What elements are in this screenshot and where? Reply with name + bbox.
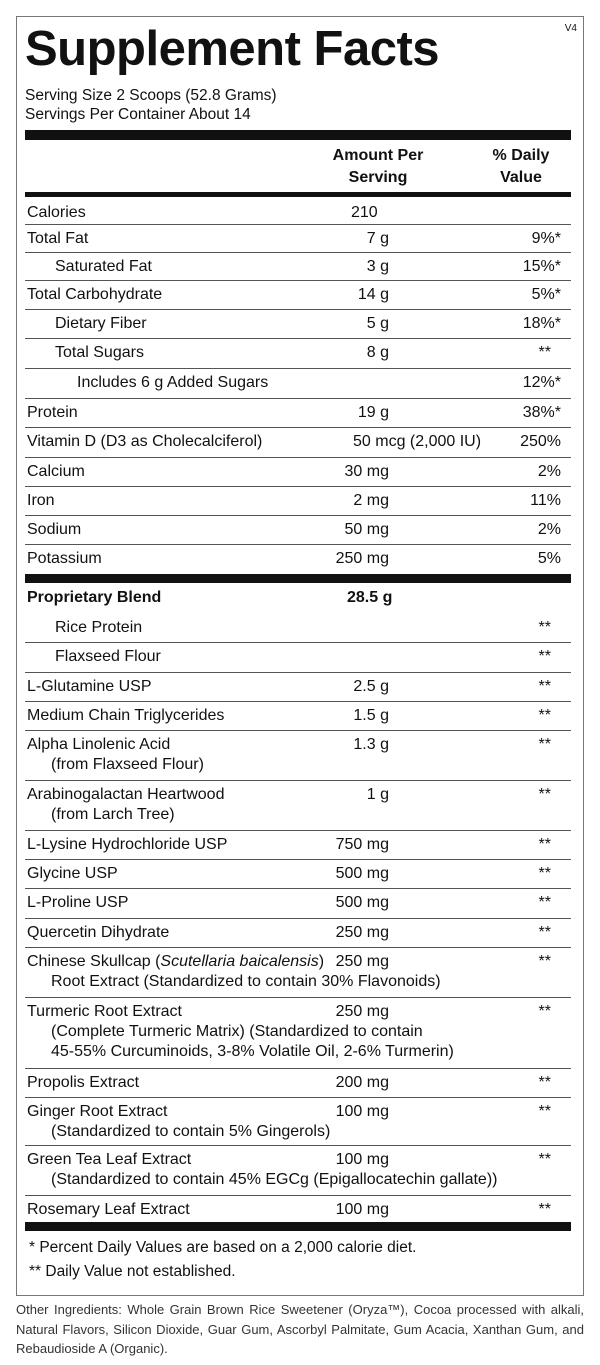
ingredient-row bbox=[25, 1196, 571, 1222]
ingredient-name: Rosemary Leaf Extract bbox=[27, 1201, 190, 1218]
daily-value: ** bbox=[538, 619, 551, 636]
daily-value: 12%* bbox=[522, 374, 561, 391]
amount-value: 3 g bbox=[366, 258, 389, 275]
ingredient-name: L-Lysine Hydrochloride USP bbox=[27, 836, 228, 853]
ingredient-name: Includes 6 g Added Sugars bbox=[77, 374, 269, 391]
ingredient-row bbox=[25, 614, 571, 643]
ingredient-subtext-line2: 45-55% Curcuminoids, 3-8% Volatile Oil, 2-6% Turmerin) bbox=[51, 1043, 454, 1060]
header-dv-line2: Value bbox=[500, 169, 542, 186]
panel-title: Supplement Facts bbox=[25, 22, 440, 76]
ingredient-name: Green Tea Leaf Extract bbox=[27, 1151, 192, 1168]
ingredient-name-suffix: ) bbox=[318, 953, 325, 970]
ingredient-row bbox=[25, 584, 571, 614]
amount-value: 8 g bbox=[366, 344, 389, 361]
footnote-dv-not-established: ** Daily Value not established. bbox=[29, 1263, 236, 1280]
ingredient-name: Vitamin D (D3 as Cholecalciferol) bbox=[27, 433, 263, 450]
ingredient-name: Total Carbohydrate bbox=[27, 286, 163, 303]
ingredient-name: Alpha Linolenic Acid bbox=[27, 736, 171, 753]
daily-value: 5% bbox=[537, 550, 561, 567]
daily-value: ** bbox=[538, 865, 551, 882]
ingredient-name: L-Proline USP bbox=[27, 894, 129, 911]
amount-value: 30 mg bbox=[344, 463, 389, 480]
amount-value: 210 bbox=[351, 204, 378, 221]
ingredient-latin-name: Scutellaria baicalensis bbox=[160, 953, 319, 970]
amount-value: 14 g bbox=[357, 286, 389, 303]
daily-value: ** bbox=[538, 786, 551, 803]
daily-value: 5%* bbox=[531, 286, 561, 303]
amount-value: 28.5 g bbox=[347, 589, 393, 606]
amount-value: 19 g bbox=[357, 404, 389, 421]
ingredient-row bbox=[25, 919, 571, 948]
daily-value: ** bbox=[538, 678, 551, 695]
thick-divider-middle bbox=[25, 574, 571, 583]
version-label: V4 bbox=[564, 23, 577, 34]
daily-value: 2% bbox=[537, 521, 561, 538]
amount-value: 500 mg bbox=[335, 865, 389, 882]
daily-value: 11% bbox=[530, 492, 561, 509]
servings-per-container: Servings Per Container About 14 bbox=[25, 106, 251, 123]
amount-value: 200 mg bbox=[335, 1074, 389, 1091]
daily-value: ** bbox=[538, 1074, 551, 1091]
ingredient-name: L-Glutamine USP bbox=[27, 678, 152, 695]
ingredient-name: Turmeric Root Extract bbox=[27, 1003, 182, 1020]
daily-value: ** bbox=[538, 1201, 551, 1218]
daily-value: ** bbox=[538, 953, 551, 970]
nutrient-row bbox=[25, 339, 571, 369]
ingredient-name: Total Fat bbox=[27, 230, 89, 247]
amount-value: 50 mcg (2,000 IU) bbox=[353, 433, 482, 450]
ingredient-name: Calcium bbox=[27, 463, 85, 480]
nutrient-row bbox=[25, 369, 571, 399]
daily-value: 15%* bbox=[522, 258, 561, 275]
ingredient-subtext: (from Flaxseed Flour) bbox=[51, 756, 204, 773]
ingredient-name: Rice Protein bbox=[55, 619, 143, 636]
nutrient-row bbox=[25, 225, 571, 253]
ingredient-subtext: (Complete Turmeric Matrix) (Standardized to contain bbox=[51, 1023, 423, 1040]
daily-value: ** bbox=[538, 648, 551, 665]
amount-value: 100 mg bbox=[335, 1201, 389, 1218]
thick-divider-bottom bbox=[25, 1222, 571, 1231]
nutrient-row bbox=[25, 253, 571, 281]
amount-per-serving-header bbox=[317, 145, 439, 189]
ingredient-name: Arabinogalactan Heartwood bbox=[27, 786, 225, 803]
daily-value: ** bbox=[538, 736, 551, 753]
other-ingredients: Other Ingredients: Whole Grain Brown Rice Sweetener (Oryza™), Cocoa processed with alkali, Natural Flavors, Silicon Dioxide, Guar Gum, Ascorbyl Palmitate, Gum Acacia, Xanthan Gum, and Rebaudioside A (Organic). bbox=[16, 1302, 584, 1356]
daily-value: 18%* bbox=[522, 315, 561, 332]
daily-value: 38%* bbox=[522, 404, 561, 421]
amount-value: 1 g bbox=[366, 786, 389, 803]
thick-divider-top bbox=[25, 130, 571, 140]
amount-value: 2 mg bbox=[353, 492, 389, 509]
daily-value: ** bbox=[538, 707, 551, 724]
ingredient-name: Sodium bbox=[27, 521, 82, 538]
ingredient-row bbox=[25, 673, 571, 702]
daily-value: 2% bbox=[537, 463, 561, 480]
ingredient-row bbox=[25, 1146, 571, 1196]
amount-value: 250 mg bbox=[335, 924, 389, 941]
ingredient-name: Dietary Fiber bbox=[55, 315, 147, 332]
amount-value: 5 g bbox=[366, 315, 389, 332]
ingredient-row bbox=[25, 831, 571, 860]
nutrient-row bbox=[25, 281, 571, 310]
ingredient-name: Iron bbox=[27, 492, 55, 509]
nutrient-row bbox=[25, 428, 571, 458]
ingredient-row bbox=[25, 643, 571, 673]
supplement-facts-panel bbox=[16, 16, 584, 1296]
daily-value: ** bbox=[538, 344, 551, 361]
ingredient-subtext: Root Extract (Standardized to contain 30% Flavonoids) bbox=[51, 973, 441, 990]
amount-value: 100 mg bbox=[335, 1151, 389, 1168]
amount-value: 7 g bbox=[366, 230, 389, 247]
ingredient-name: Flaxseed Flour bbox=[55, 648, 161, 665]
nutrient-row bbox=[25, 310, 571, 339]
ingredient-row bbox=[25, 998, 571, 1069]
ingredient-name: Quercetin Dihydrate bbox=[27, 924, 170, 941]
footnote-percent-dv: * Percent Daily Values are based on a 2,000 calorie diet. bbox=[29, 1239, 417, 1256]
header-amount-line2: Serving bbox=[348, 169, 408, 186]
ingredient-name: Total Sugars bbox=[55, 344, 144, 361]
ingredient-subtext: (Standardized to contain 5% Gingerols) bbox=[51, 1123, 331, 1140]
ingredient-name: Potassium bbox=[27, 550, 102, 567]
nutrient-row bbox=[25, 487, 571, 516]
ingredient-row bbox=[25, 889, 571, 919]
daily-value: ** bbox=[538, 894, 551, 911]
ingredient-name: Saturated Fat bbox=[55, 258, 152, 275]
daily-value: 9%* bbox=[531, 230, 561, 247]
amount-value: 250 mg bbox=[335, 1003, 389, 1020]
ingredient-row bbox=[25, 731, 571, 781]
ingredient-row bbox=[25, 702, 571, 731]
ingredient-name: Ginger Root Extract bbox=[27, 1103, 168, 1120]
nutrient-row bbox=[25, 399, 571, 428]
nutrient-row bbox=[25, 516, 571, 545]
amount-value: 250 mg bbox=[335, 550, 389, 567]
amount-value: 1.3 g bbox=[353, 736, 389, 753]
amount-value: 750 mg bbox=[335, 836, 389, 853]
ingredient-subtext: (from Larch Tree) bbox=[51, 806, 175, 823]
ingredient-name: Propolis Extract bbox=[27, 1074, 140, 1091]
ingredient-row bbox=[25, 948, 571, 998]
daily-value: ** bbox=[538, 1151, 551, 1168]
medium-divider bbox=[25, 192, 571, 197]
amount-value: 1.5 g bbox=[353, 707, 389, 724]
amount-value: 50 mg bbox=[344, 521, 389, 538]
ingredient-name: Calories bbox=[27, 204, 86, 221]
amount-value: 250 mg bbox=[335, 953, 389, 970]
ingredient-row bbox=[25, 860, 571, 889]
amount-value: 2.5 g bbox=[353, 678, 389, 695]
amount-value: 100 mg bbox=[335, 1103, 389, 1120]
ingredient-row bbox=[25, 1098, 571, 1146]
daily-value: ** bbox=[538, 1003, 551, 1020]
daily-value-header bbox=[473, 145, 569, 189]
amount-value: 500 mg bbox=[335, 894, 389, 911]
ingredient-row bbox=[25, 781, 571, 831]
ingredient-name: Medium Chain Triglycerides bbox=[27, 707, 225, 724]
nutrient-row bbox=[25, 458, 571, 487]
nutrient-row bbox=[25, 199, 571, 225]
header-amount-line1: Amount Per bbox=[332, 147, 424, 164]
ingredient-name-prefix: Chinese Skullcap ( bbox=[27, 953, 161, 970]
ingredient-name: Proprietary Blend bbox=[27, 589, 162, 606]
ingredient-name bbox=[27, 952, 324, 971]
daily-value: ** bbox=[538, 924, 551, 941]
daily-value: 250% bbox=[520, 433, 561, 450]
header-dv-line1: % Daily bbox=[492, 147, 550, 164]
ingredient-subtext: (Standardized to contain 45% EGCg (Epigallocatechin gallate)) bbox=[51, 1171, 498, 1188]
serving-size: Serving Size 2 Scoops (52.8 Grams) bbox=[25, 87, 277, 104]
nutrient-row bbox=[25, 545, 571, 573]
daily-value: ** bbox=[538, 1103, 551, 1120]
daily-value: ** bbox=[538, 836, 551, 853]
ingredient-name: Glycine USP bbox=[27, 865, 118, 882]
ingredient-row bbox=[25, 1069, 571, 1098]
ingredient-name: Protein bbox=[27, 404, 78, 421]
